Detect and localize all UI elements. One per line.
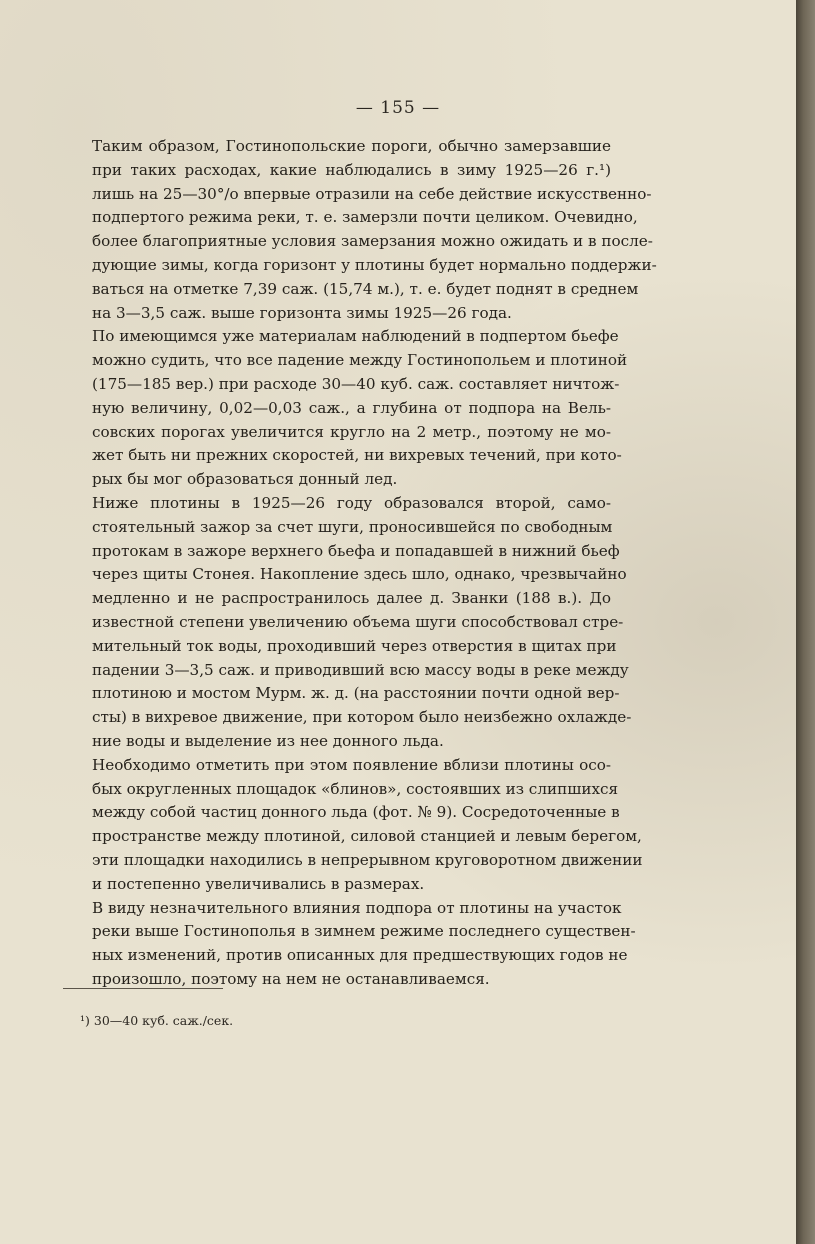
text-line: ние воды и выделение из нее донного льда.	[92, 731, 444, 750]
paragraph	[63, 135, 657, 325]
text-line: известной степени увеличению объема шуги способствовал стре-	[92, 612, 624, 631]
text-line: плотиною и мостом Мурм. ж. д. (на расстоянии почти одной вер-	[92, 684, 620, 703]
text-line: совских порогах увеличится кругло на 2 метр., поэтому не мо-	[92, 422, 611, 441]
text-line: стоятельный зажор за счет шуги, проносившейся по свободным	[92, 517, 613, 536]
text-line: Необходимо отметить при этом появление вблизи плотины осо-	[92, 755, 611, 774]
text-line: реки выше Гостинополья в зимнем режиме последнего существен-	[92, 922, 636, 941]
text-line: мительный ток воды, проходивший через отверстия в щитах при	[92, 636, 617, 655]
text-line: ваться на отметке 7,39 саж. (15,74 м.), т. е. будет поднят в среднем	[92, 279, 639, 298]
text-line: медленно и не распространилось далее д. Званки (188 в.). До	[92, 589, 611, 608]
text-line: более благоприятные условия замерзания можно ожидать и в после-	[92, 232, 653, 251]
text-line: эти площадки находились в непрерывном круговоротном движении	[92, 850, 643, 869]
footnote-divider	[63, 988, 223, 989]
text-line: По имеющимся уже материалам наблюдений в подпертом бьефе	[92, 327, 619, 346]
text-line: бых округленных площадок «блинов», состоявших из слипшихся	[92, 779, 619, 798]
paragraph	[63, 325, 628, 492]
paragraph	[63, 754, 643, 897]
page-edge	[796, 0, 815, 1244]
text-line: на 3—3,5 саж. выше горизонта зимы 1925—26 года.	[92, 303, 512, 322]
text-line: ных изменений, против описанных для предшествующих годов не	[92, 946, 628, 965]
text-line: подпертого режима реки, т. е. замерзли почти целиком. Очевидно,	[92, 208, 638, 227]
text-line: ную величину, 0,02—0,03 саж., а глубина от подпора на Вель-	[92, 398, 611, 417]
text-line: Таким образом, Гостинопольские пороги, обычно замерзавшие	[92, 137, 611, 155]
text-line: (175—185 вер.) при расходе 30—40 куб. саж. составляет ничтож-	[92, 374, 620, 393]
body-text	[63, 135, 657, 992]
text-line: рых бы мог образоваться донный лед.	[92, 470, 398, 489]
text-line: лишь на 25—30°/о впервые отразили на себе действие искусственно-	[92, 184, 652, 203]
text-line: можно судить, что все падение между Гостинопольем и плотиной	[92, 351, 628, 370]
paragraph	[63, 492, 632, 754]
text-line: протокам в зажоре верхнего бьефа и попадавшей в нижний бьеф	[92, 541, 620, 560]
text-line: произошло, поэтому на нем не останавливаемся.	[92, 969, 490, 988]
text-line: жет быть ни прежних скоростей, ни вихревых течений, при кото-	[92, 446, 622, 465]
text-line: и постепенно увеличивались в размерах.	[92, 874, 425, 893]
text-line: Ниже плотины в 1925—26 году образовался второй, само-	[92, 493, 611, 512]
text-line: В виду незначительного влияния подпора от плотины на участок	[92, 898, 622, 917]
footnote: ¹) 30—40 куб. саж./сек.	[80, 1013, 234, 1028]
text-line: падении 3—3,5 саж. и приводивший всю массу воды в реке между	[92, 660, 629, 679]
text-line: дующие зимы, когда горизонт у плотины будет нормально поддержи-	[92, 255, 657, 274]
page-number: — 155 —	[355, 98, 441, 118]
text-line: при таких расходах, какие наблюдались в зиму 1925—26 г.¹)	[92, 160, 611, 179]
text-line: сты) в вихревое движение, при котором было неизбежно охлажде-	[92, 708, 632, 727]
paragraph	[63, 897, 636, 992]
text-line: пространстве между плотиной, силовой станцией и левым берегом,	[92, 827, 642, 846]
text-line: между собой частиц донного льда (фот. № 9). Сосредоточенные в	[92, 803, 620, 822]
text-line: через щиты Стонея. Накопление здесь шло, однако, чрезвычайно	[92, 565, 627, 584]
